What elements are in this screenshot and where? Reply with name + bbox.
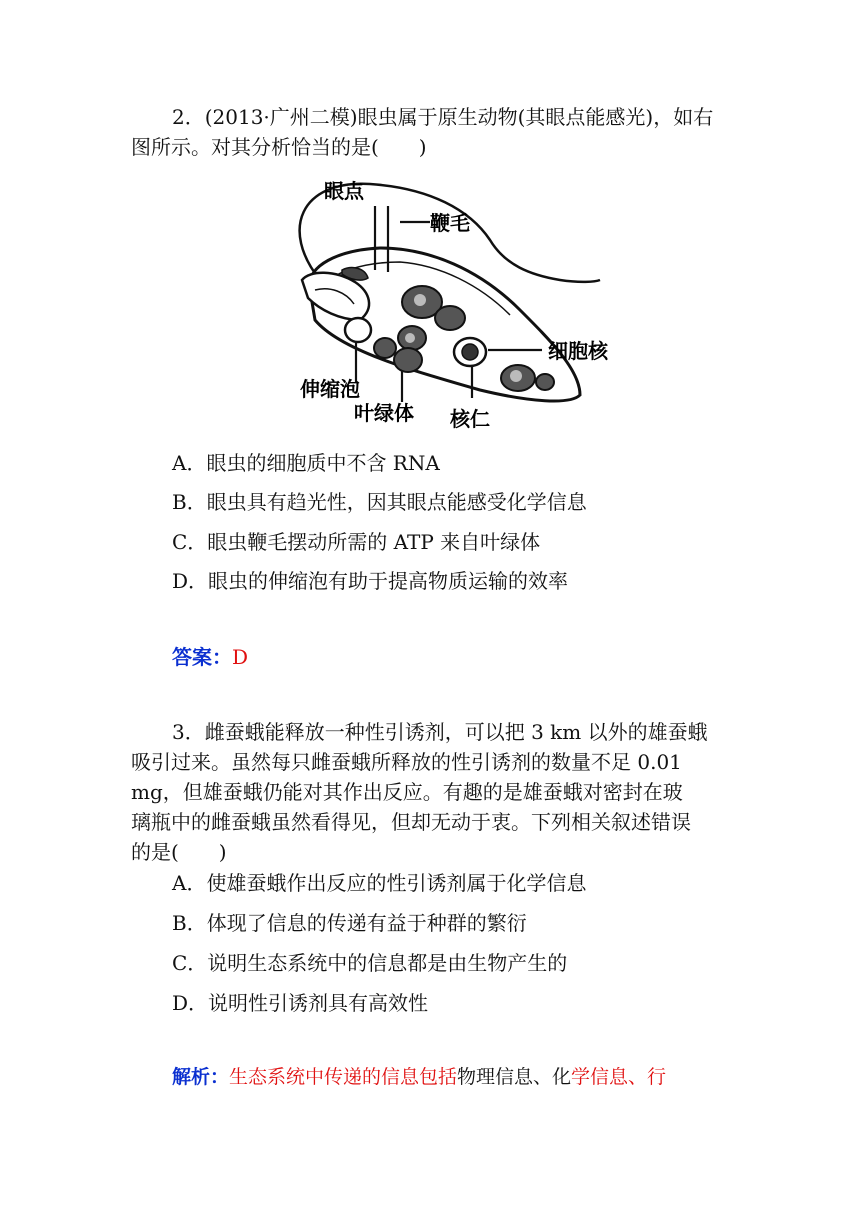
q3-stem-line3: mg，但雄蚕蛾仍能对其作出反应。有趣的是雄蚕蛾对密封在玻 [131,780,683,804]
q2-option-c: C．眼虫鞭毛摆动所需的 ATP 来自叶绿体 [172,530,541,554]
q3-option-d: D．说明性引诱剂具有高效性 [172,991,429,1015]
answer-label: 答案： [172,645,232,669]
label-nucleus: 细胞核 [548,339,608,363]
q2-option-a: A．眼虫的细胞质中不含 RNA [172,451,440,475]
q2-option-d: D．眼虫的伸缩泡有助于提高物质运输的效率 [172,569,569,593]
q2-option-b: B．眼虫具有趋光性，因其眼点能感受化学信息 [172,490,587,514]
contractile-vacuole-shape [345,318,371,342]
q3-stem-line1: 3．雌蚕蛾能释放一种性引诱剂，可以把 3 km 以外的雄蚕蛾 [172,720,708,744]
analysis-text-black: 物理信息、化 [457,1066,572,1088]
answer-value: D [232,645,249,669]
label-chloroplast: 叶绿体 [354,401,414,425]
label-flagellum: 鞭毛 [430,211,470,235]
q3-option-a: A．使雄蚕蛾作出反应的性引诱剂属于化学信息 [172,871,587,895]
label-eyespot: 眼点 [324,179,364,203]
q2-answer [172,644,248,670]
q3-stem-line2: 吸引过来。虽然每只雌蚕蛾所释放的性引诱剂的数量不足 0.01 [131,750,682,774]
label-nucleolus: 核仁 [450,407,490,431]
q2-stem-line1: 2．(2013·广州二模)眼虫属于原生动物(其眼点能感光)，如右 [172,105,714,129]
q3-analysis [172,1064,666,1090]
q3-option-b: B．体现了信息的传递有益于种群的繁衍 [172,911,527,935]
analysis-text-red-1: 生态系统中传递的信息包括 [229,1066,458,1088]
q3-option-c: C．说明生态系统中的信息都是由生物产生的 [172,951,568,975]
q3-stem-line5: 的是( ) [131,840,227,864]
analysis-label: 解析： [172,1066,230,1088]
q2-stem-line2: 图所示。对其分析恰当的是( ) [131,135,427,159]
label-contractile-vacuole: 伸缩泡 [300,377,360,401]
nucleolus-shape [462,344,478,360]
analysis-text-red-2: 学信息、行 [571,1066,667,1088]
euglena-diagram [280,170,650,440]
q3-stem-line4: 璃瓶中的雌蚕蛾虽然看得见，但却无动于衷。下列相关叙述错误 [131,810,691,834]
